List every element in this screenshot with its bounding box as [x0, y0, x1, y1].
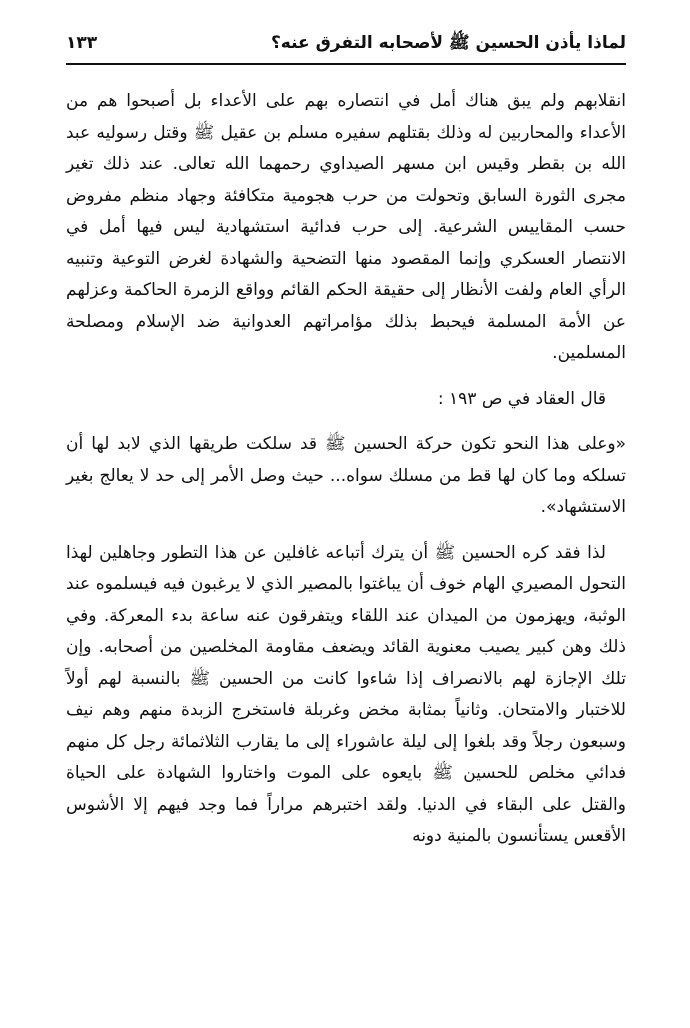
paragraph-citation-heading: قال العقاد في ص ١٩٣ : [437, 388, 606, 409]
page-number: ١٣٣ [66, 33, 98, 53]
paragraph-main: لذا فقد كره الحسين ﷺ أن يترك أتباعه غافلين عن هذا التطور وجاهلين لهذا التحول المصيري الهام خوف أن يباغتوا بالمصير الذي لا يرغبون فيه فيسلموه عند الوثبة، ويهزمون من الميدان عند اللقاء ويتفرقون عنه ساعة بدء المعركة. وفي ذلك وهن كبير يصيب معنوية القائد ويضعف مقاومة المخلصين من أصحابه. وإن تلك الإجازة لهم بالانصراف إذا شاءوا كانت من الحسين ﷺ بالنسبة لهم أولاً للاختبار والامتحان. وثانياً بمثابة مخض وغربلة فاستخرج الزبدة منهم وهم نيف وسبعون رجلاً وقد بلغوا إلى ليلة عاشوراء إلى ما يقارب الثلاثمائة رجل كل منهم فدائي مخلص للحسين ﷺ بايعوه على الموت واختاروا الشهادة على الحياة والقتل على البقاء في الدنيا. ولقد اختبرهم مراراً فما وجد فيهم إلا الأشوس الأقعس يستأنسون بالمنية دونه [66, 542, 626, 846]
book-page [66, 28, 626, 1013]
paragraph-intro: انقلابهم ولم يبق هناك أمل في انتصاره بهم على الأعداء بل أصبحوا هم من الأعداء والمحاربين له وذلك بقتلهم سفيره مسلم بن عقيل ﷺ وقتل رسوليه عبد الله بن بقطر وقيس ابن مسهر الصيداوي رحمهما الله تعالى. عند ذلك تغير مجرى الثورة السابق وتحولت من حرب هجومية متكافئة وجهاد منظم مفروض حسب المقاييس الشرعية. إلى حرب فدائية استشهادية ليس فيها أمل في الانتصار العسكري وإنما المقصود منها التضحية والشهادة لغرض التوعية وتنبيه الرأي العام ولفت الأنظار إلى حقيقة الحكم القائم وواقع الزمرة الحاكمة وعزلهم عن الأمة المسلمة فيحبط بذلك مؤامراتهم العدوانية ضد الإسلام ومصلحة المسلمين. [66, 91, 626, 363]
body-text [66, 86, 626, 853]
running-title: لماذا يأذن الحسين ﷺ لأصحابه التفرق عنه؟ [270, 33, 626, 53]
running-header [66, 28, 626, 58]
header-rule [66, 63, 626, 65]
paragraph-quotation: «وعلى هذا النحو تكون حركة الحسين ﷺ قد سلكت طريقها الذي لابد لها أن تسلكه وما كان لها قط من مسلك سواه... حيث وصل الأمر إلى حد لا يعالج بغير الاستشهاد». [66, 434, 626, 517]
